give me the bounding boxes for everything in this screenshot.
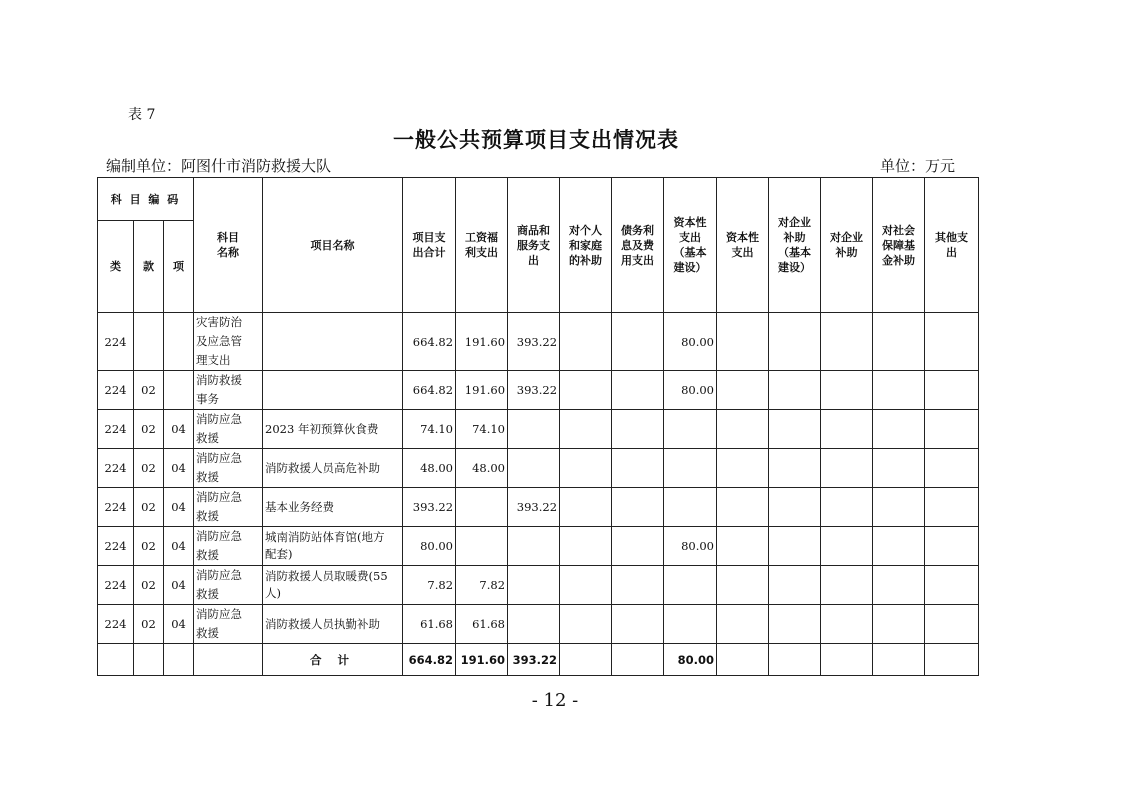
cell-wages: 191.60 <box>456 313 508 371</box>
total-cell-capital-basic: 80.00 <box>664 644 717 676</box>
compiling-unit: 编制单位：阿图什市消防救援大队 <box>106 157 332 175</box>
header-xiang: 项 <box>164 221 194 313</box>
header-text: 对社会 保障基 金补助 <box>882 223 916 267</box>
cell-personal-subsidy <box>560 410 612 449</box>
cell-capital <box>717 371 769 410</box>
cell-capital-basic <box>664 449 717 488</box>
cell-capital-basic <box>664 605 717 644</box>
cell-capital <box>717 313 769 371</box>
header-text: 对个人 和家庭 的补助 <box>569 223 603 267</box>
header-capital <box>717 178 769 313</box>
cell-goods-services: 393.22 <box>508 488 560 527</box>
cell-wages: 48.00 <box>456 449 508 488</box>
cell-personal-subsidy <box>560 371 612 410</box>
cell-project-name <box>263 371 403 410</box>
total-cell-social <box>873 644 925 676</box>
cell-enterprise <box>821 566 873 605</box>
cell-code-lei: 224 <box>98 488 134 527</box>
cell-empty <box>194 644 263 676</box>
cell-enterprise <box>821 410 873 449</box>
cell-wages: 191.60 <box>456 371 508 410</box>
cell-enterprise <box>821 449 873 488</box>
cell-other <box>925 566 979 605</box>
cell-enterprise-basic <box>769 371 821 410</box>
header-project-total <box>403 178 456 313</box>
cell-code-kuan: 02 <box>134 449 164 488</box>
header-enterprise-basic <box>769 178 821 313</box>
table-row <box>98 488 979 527</box>
cell-enterprise <box>821 527 873 566</box>
cell-goods-services: 393.22 <box>508 371 560 410</box>
cell-social-security <box>873 566 925 605</box>
cell-wages <box>456 527 508 566</box>
cell-code-lei: 224 <box>98 410 134 449</box>
cell-empty <box>134 644 164 676</box>
total-cell-ent-basic <box>769 644 821 676</box>
cell-enterprise-basic <box>769 488 821 527</box>
cell-social-security <box>873 488 925 527</box>
header-text: 项目名称 <box>310 238 355 252</box>
cell-project-name: 消防救援人员执勤补助 <box>263 605 403 644</box>
cell-social-security <box>873 605 925 644</box>
cell-project-total: 74.10 <box>403 410 456 449</box>
cell-subject-name: 消防应急 救援 <box>194 449 263 488</box>
cell-code-kuan: 02 <box>134 488 164 527</box>
cell-other <box>925 527 979 566</box>
cell-subject-name: 消防应急 救援 <box>194 605 263 644</box>
total-cell-other <box>925 644 979 676</box>
table-row <box>98 449 979 488</box>
cell-capital-basic: 80.00 <box>664 371 717 410</box>
cell-other <box>925 605 979 644</box>
cell-personal-subsidy <box>560 449 612 488</box>
cell-wages: 61.68 <box>456 605 508 644</box>
cell-enterprise <box>821 371 873 410</box>
cell-code-kuan: 02 <box>134 605 164 644</box>
cell-capital-basic <box>664 566 717 605</box>
cell-subject-name: 消防应急 救援 <box>194 410 263 449</box>
cell-code-kuan: 02 <box>134 371 164 410</box>
header-capital-basic <box>664 178 717 313</box>
cell-social-security <box>873 449 925 488</box>
cell-enterprise <box>821 313 873 371</box>
cell-capital <box>717 605 769 644</box>
total-cell-debt <box>612 644 664 676</box>
cell-personal-subsidy <box>560 566 612 605</box>
cell-personal-subsidy <box>560 488 612 527</box>
cell-project-name: 消防救援人员高危补助 <box>263 449 403 488</box>
cell-goods-services: 393.22 <box>508 313 560 371</box>
cell-empty <box>98 644 134 676</box>
table-header <box>98 178 979 313</box>
cell-social-security <box>873 371 925 410</box>
page-title: 一般公共预算项目支出情况表 <box>393 128 679 152</box>
table-row <box>98 605 979 644</box>
cell-subject-name: 消防应急 救援 <box>194 566 263 605</box>
cell-capital <box>717 449 769 488</box>
cell-other <box>925 313 979 371</box>
cell-code-lei: 224 <box>98 605 134 644</box>
cell-code-xiang: 04 <box>164 488 194 527</box>
cell-capital-basic <box>664 410 717 449</box>
cell-goods-services <box>508 605 560 644</box>
total-cell-goods: 393.22 <box>508 644 560 676</box>
cell-social-security <box>873 410 925 449</box>
cell-enterprise-basic <box>769 410 821 449</box>
table-body <box>98 313 979 676</box>
header-project-name <box>263 178 403 313</box>
currency-unit: 单位：万元 <box>880 157 956 175</box>
header-text: 债务利 息及费 用支出 <box>621 223 655 267</box>
header-text: 其他支 出 <box>935 231 969 259</box>
cell-code-xiang: 04 <box>164 566 194 605</box>
cell-code-lei: 224 <box>98 566 134 605</box>
cell-personal-subsidy <box>560 527 612 566</box>
header-text: 资本性 支出 （基本 建设） <box>673 216 707 274</box>
cell-enterprise <box>821 605 873 644</box>
total-cell-personal <box>560 644 612 676</box>
cell-code-xiang <box>164 313 194 371</box>
cell-debt-interest <box>612 605 664 644</box>
total-cell-ent <box>821 644 873 676</box>
header-kuan: 款 <box>134 221 164 313</box>
cell-debt-interest <box>612 566 664 605</box>
cell-code-xiang <box>164 371 194 410</box>
cell-debt-interest <box>612 371 664 410</box>
cell-project-name: 消防救援人员取暖费(55 人) <box>263 566 403 605</box>
cell-capital-basic <box>664 488 717 527</box>
cell-project-total: 664.82 <box>403 371 456 410</box>
cell-debt-interest <box>612 488 664 527</box>
cell-other <box>925 410 979 449</box>
total-cell-wages: 191.60 <box>456 644 508 676</box>
cell-goods-services <box>508 566 560 605</box>
cell-empty <box>164 644 194 676</box>
cell-goods-services <box>508 449 560 488</box>
cell-enterprise-basic <box>769 313 821 371</box>
cell-enterprise-basic <box>769 566 821 605</box>
header-enterprise <box>821 178 873 313</box>
total-cell-capital <box>717 644 769 676</box>
table-row <box>98 566 979 605</box>
cell-project-total: 393.22 <box>403 488 456 527</box>
cell-code-xiang: 04 <box>164 410 194 449</box>
cell-subject-name: 消防应急 救援 <box>194 527 263 566</box>
cell-wages: 7.82 <box>456 566 508 605</box>
cell-project-total: 7.82 <box>403 566 456 605</box>
cell-project-total: 80.00 <box>403 527 456 566</box>
cell-capital <box>717 410 769 449</box>
cell-code-lei: 224 <box>98 449 134 488</box>
cell-project-name <box>263 313 403 371</box>
page-number: - 12 - <box>531 690 579 711</box>
header-text: 项目支 出合计 <box>412 231 446 259</box>
cell-debt-interest <box>612 313 664 371</box>
cell-code-kuan: 02 <box>134 410 164 449</box>
cell-goods-services <box>508 410 560 449</box>
table-row <box>98 410 979 449</box>
header-social-security <box>873 178 925 313</box>
header-text: 工资福 利支出 <box>465 231 499 259</box>
cell-capital-basic: 80.00 <box>664 313 717 371</box>
header-personal-subsidy <box>560 178 612 313</box>
cell-social-security <box>873 313 925 371</box>
cell-capital <box>717 488 769 527</box>
header-text: 对企业 补助 <box>830 231 864 259</box>
cell-other <box>925 449 979 488</box>
header-other <box>925 178 979 313</box>
cell-other <box>925 488 979 527</box>
cell-wages <box>456 488 508 527</box>
header-lei: 类 <box>98 221 134 313</box>
cell-code-lei: 224 <box>98 371 134 410</box>
cell-code-kuan <box>134 313 164 371</box>
total-label: 合 计 <box>263 644 403 676</box>
table-number: 表 7 <box>128 107 156 123</box>
cell-project-name: 城南消防站体育馆(地方 配套) <box>263 527 403 566</box>
header-subject-name <box>194 178 263 313</box>
budget-table <box>97 177 979 676</box>
header-text: 商品和 服务支 出 <box>517 223 551 267</box>
cell-social-security <box>873 527 925 566</box>
cell-subject-name: 消防应急 救援 <box>194 488 263 527</box>
table-row <box>98 371 979 410</box>
table-row <box>98 313 979 371</box>
cell-capital <box>717 566 769 605</box>
cell-code-xiang: 04 <box>164 605 194 644</box>
cell-capital <box>717 527 769 566</box>
header-text: 科目 名称 <box>217 231 240 259</box>
header-text: 资本性 支出 <box>726 231 760 259</box>
total-row <box>98 644 979 676</box>
cell-code-kuan: 02 <box>134 566 164 605</box>
cell-project-name: 基本业务经费 <box>263 488 403 527</box>
cell-personal-subsidy <box>560 313 612 371</box>
cell-project-total: 48.00 <box>403 449 456 488</box>
cell-code-lei: 224 <box>98 527 134 566</box>
cell-personal-subsidy <box>560 605 612 644</box>
cell-debt-interest <box>612 527 664 566</box>
cell-wages: 74.10 <box>456 410 508 449</box>
header-text: 对企业 补助 （基本 建设） <box>778 216 812 274</box>
header-goods-services <box>508 178 560 313</box>
cell-code-lei: 224 <box>98 313 134 371</box>
cell-enterprise <box>821 488 873 527</box>
cell-enterprise-basic <box>769 605 821 644</box>
cell-capital-basic: 80.00 <box>664 527 717 566</box>
cell-project-name: 2023 年初预算伙食费 <box>263 410 403 449</box>
cell-debt-interest <box>612 410 664 449</box>
cell-other <box>925 371 979 410</box>
cell-subject-name: 消防救援 事务 <box>194 371 263 410</box>
cell-code-xiang: 04 <box>164 527 194 566</box>
table-row <box>98 527 979 566</box>
total-cell-total: 664.82 <box>403 644 456 676</box>
header-subject-code: 科 目 编 码 <box>98 178 194 221</box>
cell-enterprise-basic <box>769 449 821 488</box>
cell-code-kuan: 02 <box>134 527 164 566</box>
cell-goods-services <box>508 527 560 566</box>
cell-project-total: 664.82 <box>403 313 456 371</box>
header-wages <box>456 178 508 313</box>
header-debt-interest <box>612 178 664 313</box>
cell-code-xiang: 04 <box>164 449 194 488</box>
cell-project-total: 61.68 <box>403 605 456 644</box>
cell-subject-name: 灾害防治 及应急管 理支出 <box>194 313 263 371</box>
cell-debt-interest <box>612 449 664 488</box>
cell-enterprise-basic <box>769 527 821 566</box>
